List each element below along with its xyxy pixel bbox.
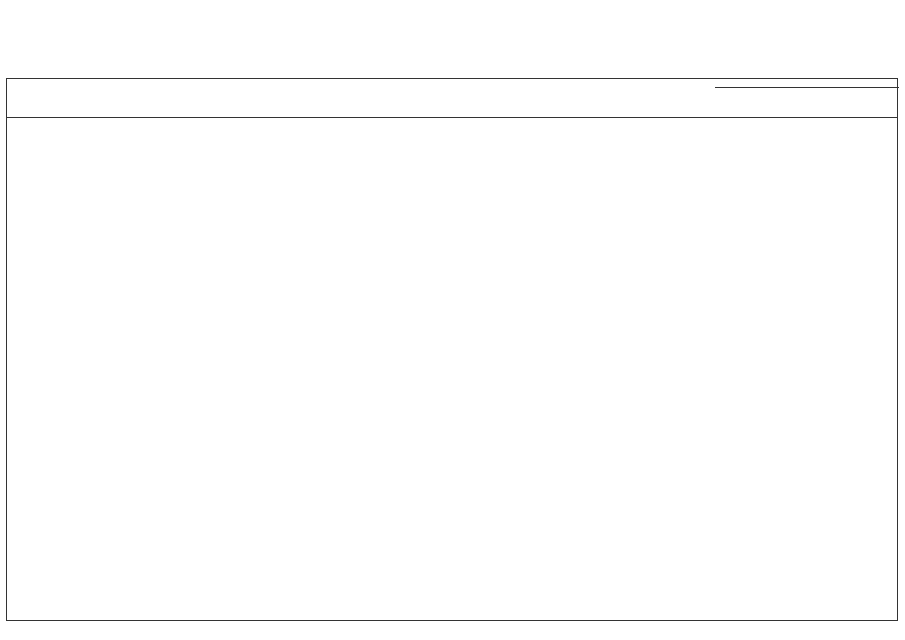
table-header: [7, 79, 897, 118]
finance-header: [715, 79, 899, 88]
financing-table: [6, 78, 898, 621]
